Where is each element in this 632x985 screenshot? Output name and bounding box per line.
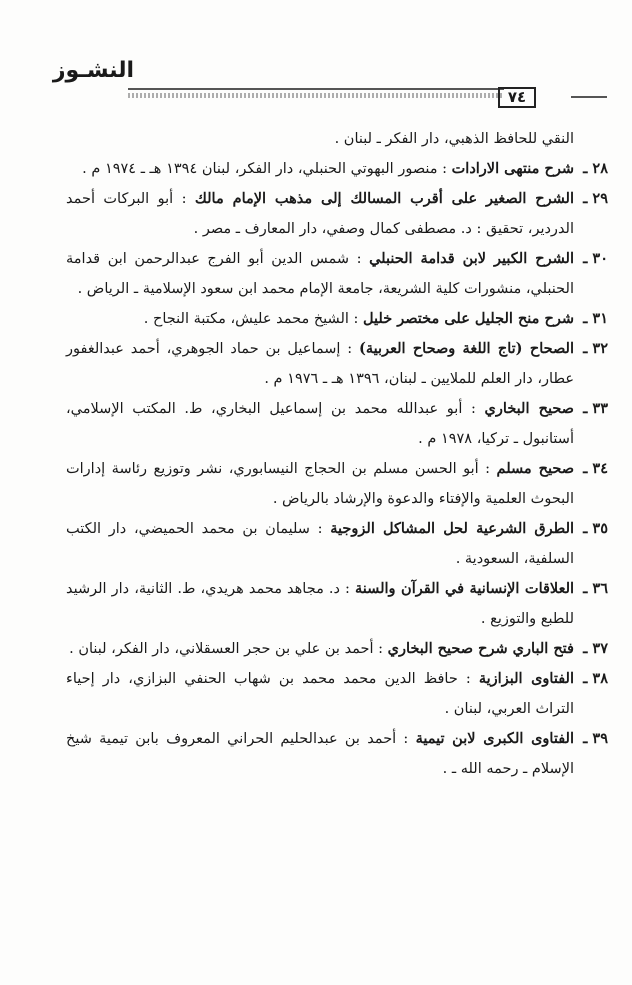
running-title: النشـوز [52,58,134,83]
entry-number: ٣٨ ـ [583,670,608,687]
entry-text: : حافظ الدين محمد محمد بن شهاب الحنفي البزازي، دار إحياء التراث العربي، لبنان . [66,671,574,717]
entry-text: : سليمان بن محمد الحميضي، دار الكتب السلفية، السعودية . [66,521,574,567]
entry-title: صحيح مسلم [496,460,575,477]
entry-number: ٣٧ ـ [583,640,608,657]
entry-number: ٣٥ ـ [583,520,608,537]
header-rule-dotted [128,93,504,98]
list-item [66,244,608,304]
entry-number: ٣٩ ـ [583,730,608,747]
entry-title: صحيح البخاري [484,400,574,417]
list-item [66,514,608,574]
entry-title: العلاقات الإنسانية في القرآن والسنة [355,580,575,597]
entry-title: فتح الباري شرح صحيح البخاري [387,640,574,657]
entry-text: : الشيخ محمد عليش، مكتبة النجاح . [143,311,359,327]
entry-text: : أحمد بن عبدالحليم الحراني المعروف بابن تيمية شيخ الإسلام ـ رحمه الله ـ . [66,731,574,777]
entry-title: الشرح الكبير لابن قدامة الحنبلي [369,250,575,267]
entry-text: : أبو البركات أحمد الدردير، تحقيق : د. مصطفى كمال وصفي، دار المعارف ـ مصر . [66,191,574,237]
list-item [66,334,608,394]
entry-text: : أبو عبدالله محمد بن إسماعيل البخاري، ط. المكتب الإسلامي، أستانبول ـ تركيا، ١٩٧٨ م . [66,401,574,447]
entry-title: الفتاوى الكبرى لابن تيمية [415,730,574,747]
list-item [66,634,608,664]
entry-text: : د. مجاهد محمد هريدي، ط. الثانية، دار الرشيد للطبع والتوزيع . [66,581,574,627]
entry-text: : إسماعيل بن حماد الجوهري، أحمد عبدالغفور عطار، دار العلم للملايين ـ لبنان، ١٣٩٦ هـ ـ ١٩٧٦ م . [66,341,574,387]
page-number: ٧٤ [498,87,536,108]
entry-number: ٣١ ـ [583,310,608,327]
entry-number: ٣٦ ـ [583,580,608,597]
entry-title: الشرح الصغير على أقرب المسالك إلى مذهب الإمام مالك [194,190,574,207]
list-item [66,724,608,784]
entry-title: الفتاوى البزازية [478,670,574,687]
list-item [66,394,608,454]
entry-title: شرح منح الجليل على مختصر خليل [363,310,574,327]
entry-text: : أبو الحسن مسلم بن الحجاج النيسابوري، نشر وتوزيع رئاسة إدارات البحوث العلمية والإفتاء والدعوة والإرشاد بالرياض . [66,461,574,507]
entry-number: ٣٣ ـ [583,400,608,417]
entry-text: النقي للحافظ الذهبي، دار الفكر ـ لبنان . [334,131,574,147]
list-item [66,154,608,184]
bibliography-list [66,124,608,784]
entry-number: ٣٢ ـ [583,340,608,357]
entry-text: : أحمد بن علي بن حجر العسقلاني، دار الفكر، لبنان . [69,641,384,657]
list-item [66,574,608,634]
entry-title: شرح منتهى الارادات [451,160,574,177]
list-item [66,184,608,244]
entry-title: الطرق الشرعية لحل المشاكل الزوجية [330,520,575,537]
header-rule [128,88,504,90]
list-item [66,454,608,514]
entry-number: ٣٤ ـ [583,460,608,477]
list-item [66,664,608,724]
entry-text: : شمس الدين أبو الفرج عبدالرحمن ابن قدامة الحنبلي، منشورات كلية الشريعة، جامعة الإمام محمد ابن سعود الإسلامية ـ الرياض . [66,251,574,297]
entry-text: : منصور البهوتي الحنبلي، دار الفكر، لبنان ١٣٩٤ هـ ـ ١٩٧٤ م . [82,161,448,177]
entry-number: ٢٨ ـ [583,160,608,177]
entry-number: ٢٩ ـ [583,190,608,207]
header-rule-right [571,96,607,98]
entry-title: الصحاح (تاج اللغة وصحاح العربية) [359,340,574,357]
list-item [66,304,608,334]
page-header [0,0,632,115]
entry-number: ٣٠ ـ [583,250,608,267]
list-item [66,124,608,154]
